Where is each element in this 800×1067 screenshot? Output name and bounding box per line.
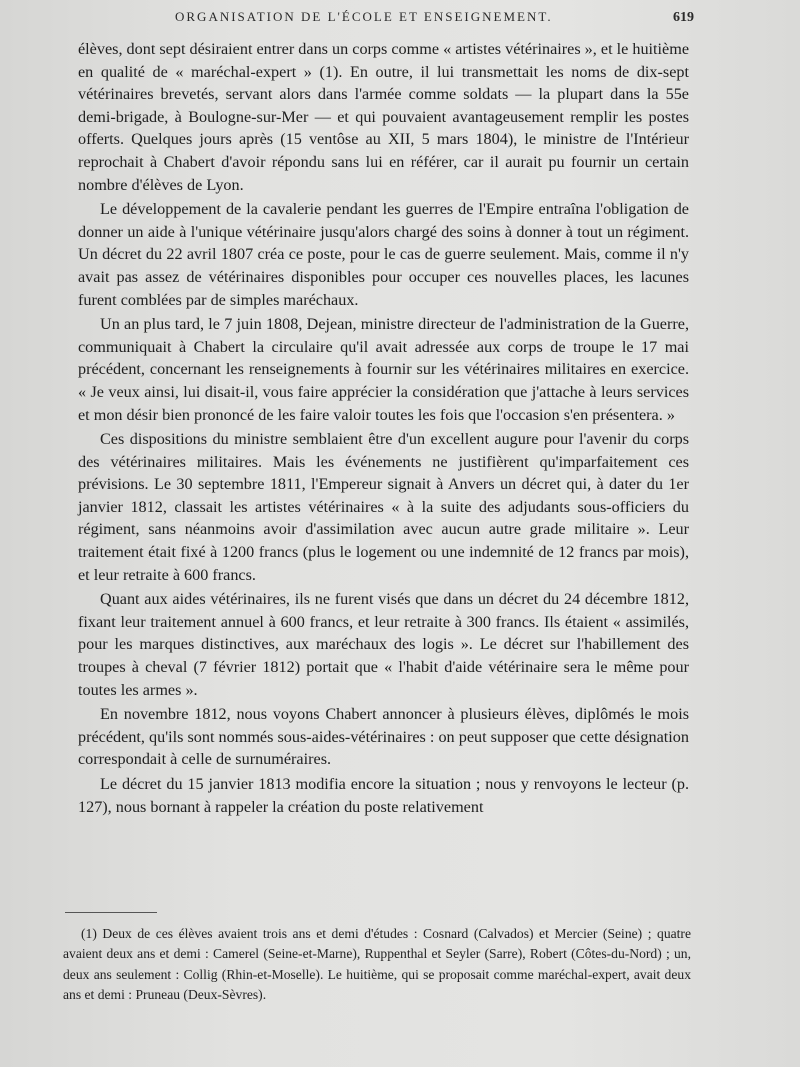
paragraph: Un an plus tard, le 7 juin 1808, Dejean, ministre directeur de l'administration de la Guerre, communiquait à Chabert la circulaire qu'il avait adressée aux corps de troupe le 17 mai précédent, concernant les renseignements à fournir sur les vétérinaires militaires en exercice. « Je veux ainsi, lui disait-il, vous faire apprécier la considération que j'attache à leurs services et mon désir bien prononcé de les faire valoir toutes les fois que l'occasion s'en présentera. » <box>78 315 689 424</box>
paragraph: Quant aux aides vétérinaires, ils ne furent visés que dans un décret du 24 décembre 1812, fixant leur traitement annuel à 600 francs, et leur retraite à 300 francs. Ils étaient « assimilés, pour les marques distinctives, aux maréchaux des logis ». Le décret sur l'habillement des troupes à cheval (7 février 1812) portait que « l'habit d'aide vétérinaire sera le même pour toutes les armes ». <box>78 590 689 699</box>
main-text <box>78 38 689 818</box>
paragraph: Ces dispositions du ministre semblaient être d'un excellent augure pour l'avenir du corps des vétérinaires militaires. Mais les événements ne justifièrent qu'imparfaitement ces prévisions. Le 30 septembre 1811, l'Empereur signait à Anvers un décret qui, à dater du 1er janvier 1812, classait les artistes vétérinaires « à la suite des adjudants sous-officiers du régiment, sans néanmoins avoir d'assimilation avec aucun autre grade militaire ». Leur traitement était fixé à 1200 francs (plus le logement ou une indemnité de 12 francs par mois), et leur retraite à 600 francs. <box>78 430 689 584</box>
paragraph: En novembre 1812, nous voyons Chabert annoncer à plusieurs élèves, diplômés le mois précédent, qu'ils sont nommés sous-aides-vétérinaires : on peut supposer que cette désignation correspondait à celle de surnuméraires. <box>78 705 689 769</box>
paragraph: élèves, dont sept désiraient entrer dans un corps comme « artistes vétérinaires », et le huitième en qualité de « maréchal-expert » (1). En outre, il lui transmettait les noms de dix-sept vétérinaires brevetés, servant alors dans l'armée comme soldats — la plupart dans la 55e demi-brigade, à Boulogne-sur-Mer — et qui pouvaient avantageusement remplir les postes offerts. Quelques jours après (15 ventôse au XII, 5 mars 1804), le ministre de l'Intérieur reprochait à Chabert d'avoir répondu sans lui en référer, car il aurait pu fournir un certain nombre d'élèves de Lyon. <box>78 40 689 194</box>
footnote-rule <box>65 912 157 913</box>
paragraph: Le décret du 15 janvier 1813 modifia encore la situation ; nous y renvoyons le lecteur (p. 127), nous bornant à rappeler la création du poste relativement <box>78 775 689 816</box>
paragraph: Le développement de la cavalerie pendant les guerres de l'Empire entraîna l'obligation de donner un aide à l'unique vétérinaire jusqu'alors chargé des soins à donner à tout un régiment. Un décret du 22 avril 1807 créa ce poste, pour le cas de guerre seulement. Mais, comme il n'y avait pas assez de vétérinaires disponibles pour occuper ces nouvelles places, les lacunes furent comblées par de simples maréchaux. <box>78 200 689 309</box>
footnote <box>63 924 691 1006</box>
page-number: 619 <box>673 10 694 25</box>
footnote-text: (1) Deux de ces élèves avaient trois ans et demi d'études : Cosnard (Calvados) et Mercier (Seine) ; quatre avaient deux ans et demi : Camerel (Seine-et-Marne), Ruppenthal et Seyler (Sarre), Robert (Côtes-du-Nord) ; un, deux ans seulement : Collig (Rhin-et-Moselle). Le huitième, qui se proposait comme maréchal-expert, avait deux ans et demi : Pruneau (Deux-Sèvres). <box>63 926 691 1003</box>
running-head: ORGANISATION DE L'ÉCOLE ET ENSEIGNEMENT. <box>175 9 553 24</box>
